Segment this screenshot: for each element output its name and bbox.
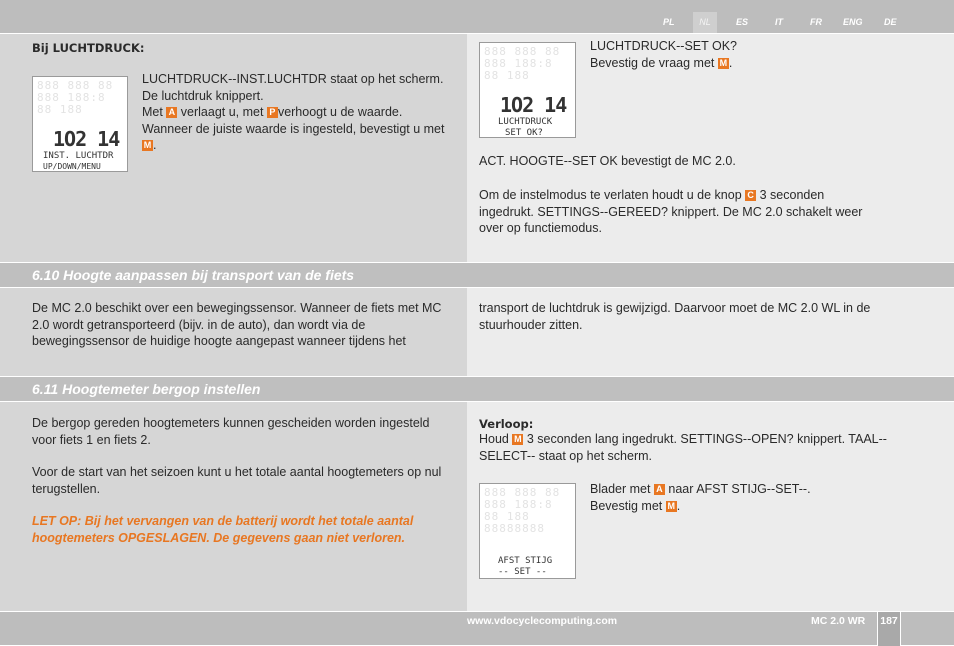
section-611-text-1: De bergop gereden hoogtemeters kunnen gescheiden worden ingesteld voor fiets 1 en fiets 2.: [32, 416, 430, 447]
footer-model: MC 2.0 WR: [811, 615, 866, 627]
key-a-icon: A: [654, 484, 665, 495]
lang-it[interactable]: IT: [775, 17, 783, 27]
lang-de[interactable]: DE: [884, 17, 897, 27]
lang-nl[interactable]: NL: [693, 12, 717, 33]
text-part: Om de instelmodus te verlaten houdt u de knop: [479, 188, 746, 202]
text-part: Bevestig met: [590, 498, 666, 513]
top-language-bar: [0, 0, 954, 33]
set-ok-text: [590, 38, 930, 71]
section-611-header: [0, 376, 954, 401]
key-c-icon: C: [745, 190, 756, 201]
text-part: Blader met: [590, 482, 654, 496]
text-part: Wanneer de juiste waarde is ingesteld, bevestigt u met: [142, 121, 445, 136]
text-part: verlaagt u, met: [177, 105, 267, 119]
lcd-line1: AFST STIJG: [498, 556, 553, 566]
key-m-icon: M: [514, 434, 522, 444]
text-part: 3 seconden lang ingedrukt. SETTINGS--OPEN? knippert. TAAL--SELECT-- staat op het scherm.: [479, 432, 887, 463]
lcd-afst-stijg: 888 888 88 888 188:8 88 188 88888888 AFST STIJG -- SET --: [479, 483, 576, 579]
key-p-icon: P: [267, 107, 278, 118]
lcd-line2: SET OK?: [505, 128, 543, 138]
key-m-icon: M: [667, 500, 675, 511]
luchtdruck-text-left: [142, 71, 447, 154]
footer-url[interactable]: www.vdocyclecomputing.com: [467, 615, 618, 627]
act-hoogte-text: ACT. HOOGTE--SET OK bevestigt de MC 2.0.: [479, 154, 736, 168]
lcd-set-ok: 888 888 88 888 188:8 88 188 1O2 14 LUCHTDRUCK SET OK?: [479, 42, 576, 138]
text-line-keys: [590, 481, 920, 498]
text-line-confirm: Bevestig met M .: [590, 498, 681, 513]
text-part: verhoogt u de waarde.: [277, 105, 403, 119]
section-611-title: 6.11 Hoogtemeter bergop instellen: [32, 381, 261, 397]
key-m-icon: M: [719, 57, 728, 68]
verloop-step-2: [590, 481, 920, 514]
verloop-step-1: [479, 431, 899, 464]
key-a-icon: A: [166, 107, 177, 118]
section-611-text-2: Voor de start van het seizoen kunt u het totale aantal hoogtemeters op nul terugstellen.: [32, 465, 442, 496]
lcd-line1: LUCHTDRUCK: [498, 117, 553, 127]
luchtdruck-heading: Bij LUCHTDRUCK:: [32, 41, 145, 55]
lcd-value: 1O2 14: [53, 127, 120, 151]
section-610-title: 6.10 Hoogte aanpassen bij transport van de fiets: [32, 267, 355, 283]
lang-es[interactable]: ES: [736, 17, 749, 27]
section-610-header: [0, 262, 954, 287]
section-610-right-text: transport de luchtdruk is gewijzigd. Daarvoor moet de MC 2.0 WL in de stuurhouder zitten.: [479, 301, 871, 332]
lang-fr[interactable]: FR: [810, 17, 822, 27]
lcd-line2: UP/DOWN/MENU: [43, 162, 101, 171]
text-line: LUCHTDRUCK--INST.LUCHTDR staat op het scherm. De luchtdruk knippert.: [142, 72, 444, 103]
text-part: naar AFST STIJG--SET--.: [664, 482, 811, 496]
text-part: Houd: [479, 432, 513, 446]
lcd-line1: INST. LUCHTDR: [43, 151, 114, 161]
text-part: Met: [142, 105, 167, 119]
text-line-confirm: Bevestig de vraag met M .: [590, 55, 733, 70]
footer: [0, 611, 954, 645]
text-line-keys: [142, 104, 447, 121]
text-line: LUCHTDRUCK--SET OK?: [590, 39, 738, 53]
text-part: 3 seconden ingedrukt. SETTINGS--GEREED? knippert. De MC 2.0 schakelt weer over op functiemodus.: [479, 188, 863, 235]
text-line-confirm: Wanneer de juiste waarde is ingesteld, bevestigt u met M .: [142, 121, 445, 152]
text-part: Bevestig de vraag met: [590, 55, 718, 70]
verloop-heading: Verloop:: [479, 417, 534, 431]
exit-mode-text: [479, 187, 879, 237]
section-610-left-text: De MC 2.0 beschikt over een bewegingssensor. Wanneer de fiets met MC 2.0 wordt getransporteerd (bijv. in de auto), dan wordt via de bewegingssensor de huidige hoogte aangepast wanneer tijdens het: [32, 301, 442, 348]
key-m-icon: M: [143, 140, 152, 150]
lang-pl[interactable]: PL: [663, 17, 675, 27]
lang-eng[interactable]: ENG: [843, 17, 863, 27]
lcd-value: 1O2 14: [500, 93, 567, 117]
lcd-inst-luchtdr: 888 888 88 888 188:8 88 188 1O2 14 INST. LUCHTDR UP/DOWN/MENU: [32, 76, 128, 172]
page-number: 187: [877, 612, 901, 646]
battery-warning: LET OP: Bij het vervangen van de batterij wordt het totale aantal hoogtemeters OPGESLAGEN. De gegevens gaan niet verloren.: [32, 514, 414, 545]
lcd-line2: -- SET --: [498, 567, 547, 577]
